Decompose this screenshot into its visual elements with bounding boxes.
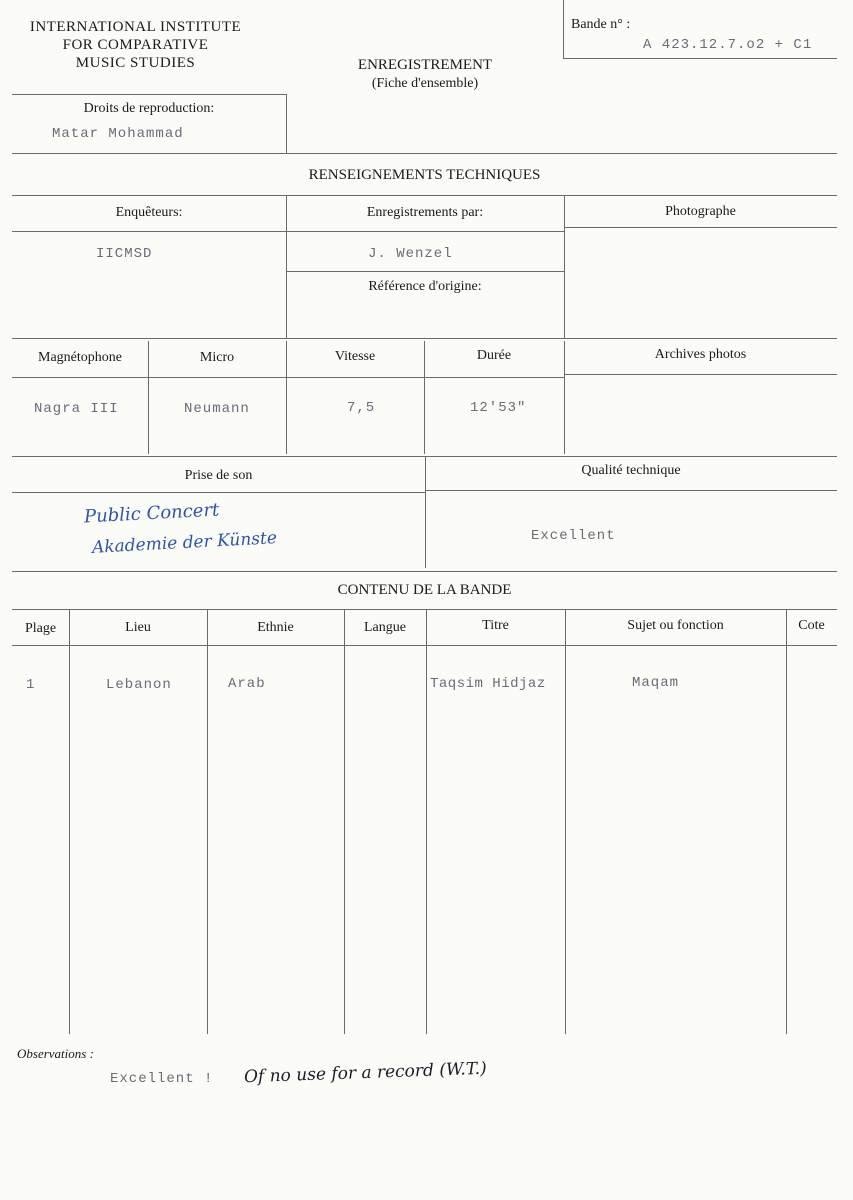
rights-holder: Matar Mohammad [52, 126, 184, 142]
magnetophone-label: Magnétophone [38, 350, 122, 365]
institute-name-line1: INTERNATIONAL INSTITUTE [29, 19, 242, 35]
form-subtitle: (Fiche d'ensemble) [371, 76, 479, 91]
qualite-technique-value: Excellent [531, 528, 616, 544]
row-1-lieu: Lebanon [106, 677, 172, 693]
qualite-technique-label: Qualité technique [581, 463, 681, 478]
duree-label: Durée [476, 348, 512, 363]
enqueteurs-value: IICMSD [96, 246, 153, 262]
column-header-plage: Plage [24, 621, 57, 636]
prise-de-son-handwritten-line2: Akademie der Künste [91, 528, 278, 558]
enqueteurs-label: Enquêteurs: [115, 205, 183, 220]
column-header-lieu: Lieu [125, 620, 151, 635]
row-1-titre: Taqsim Hidjaz [430, 676, 546, 692]
enregistrements-value: J. Wenzel [368, 246, 453, 262]
column-header-ethnie: Ethnie [257, 620, 294, 635]
form-title: ENREGISTREMENT [357, 57, 493, 73]
contents-section-title: CONTENU DE LA BANDE [337, 582, 512, 598]
row-1-ethnie: Arab [228, 676, 266, 692]
rights-label: Droits de reproduction: [83, 101, 215, 116]
archives-photos-label: Archives photos [654, 347, 747, 362]
vitesse-value: 7,5 [347, 400, 376, 416]
prise-de-son-label: Prise de son [184, 468, 253, 483]
row-1-sujet: Maqam [632, 675, 680, 691]
photographe-label: Photographe [665, 204, 736, 219]
column-header-cote: Cote [798, 618, 825, 633]
observations-handwritten: Of no use for a record (W.T.) [243, 1058, 488, 1088]
prise-de-son-handwritten-line1: Public Concert [83, 499, 220, 528]
institute-name-line2: FOR COMPARATIVE [62, 37, 209, 53]
technical-section-title: RENSEIGNEMENTS TECHNIQUES [308, 167, 541, 183]
magnetophone-value: Nagra III [34, 401, 119, 417]
row-1-plage: 1 [26, 677, 36, 693]
observations-typed: Excellent ! [110, 1071, 214, 1087]
bande-label: Bande n° : [571, 17, 631, 32]
column-header-langue: Langue [364, 620, 406, 635]
institute-name-line3: MUSIC STUDIES [75, 55, 196, 71]
enregistrements-label: Enregistrements par: [366, 205, 484, 220]
column-header-sujet: Sujet ou fonction [627, 618, 724, 633]
bande-number: A 423.12.7.o2 + C1 [643, 37, 813, 53]
column-header-titre: Titre [482, 618, 509, 633]
observations-label: Observations : [17, 1046, 94, 1061]
vitesse-label: Vitesse [334, 349, 376, 364]
micro-label: Micro [199, 350, 235, 365]
duree-value: 12'53" [470, 400, 527, 416]
reference-label: Référence d'origine: [368, 279, 482, 294]
micro-value: Neumann [184, 401, 250, 417]
